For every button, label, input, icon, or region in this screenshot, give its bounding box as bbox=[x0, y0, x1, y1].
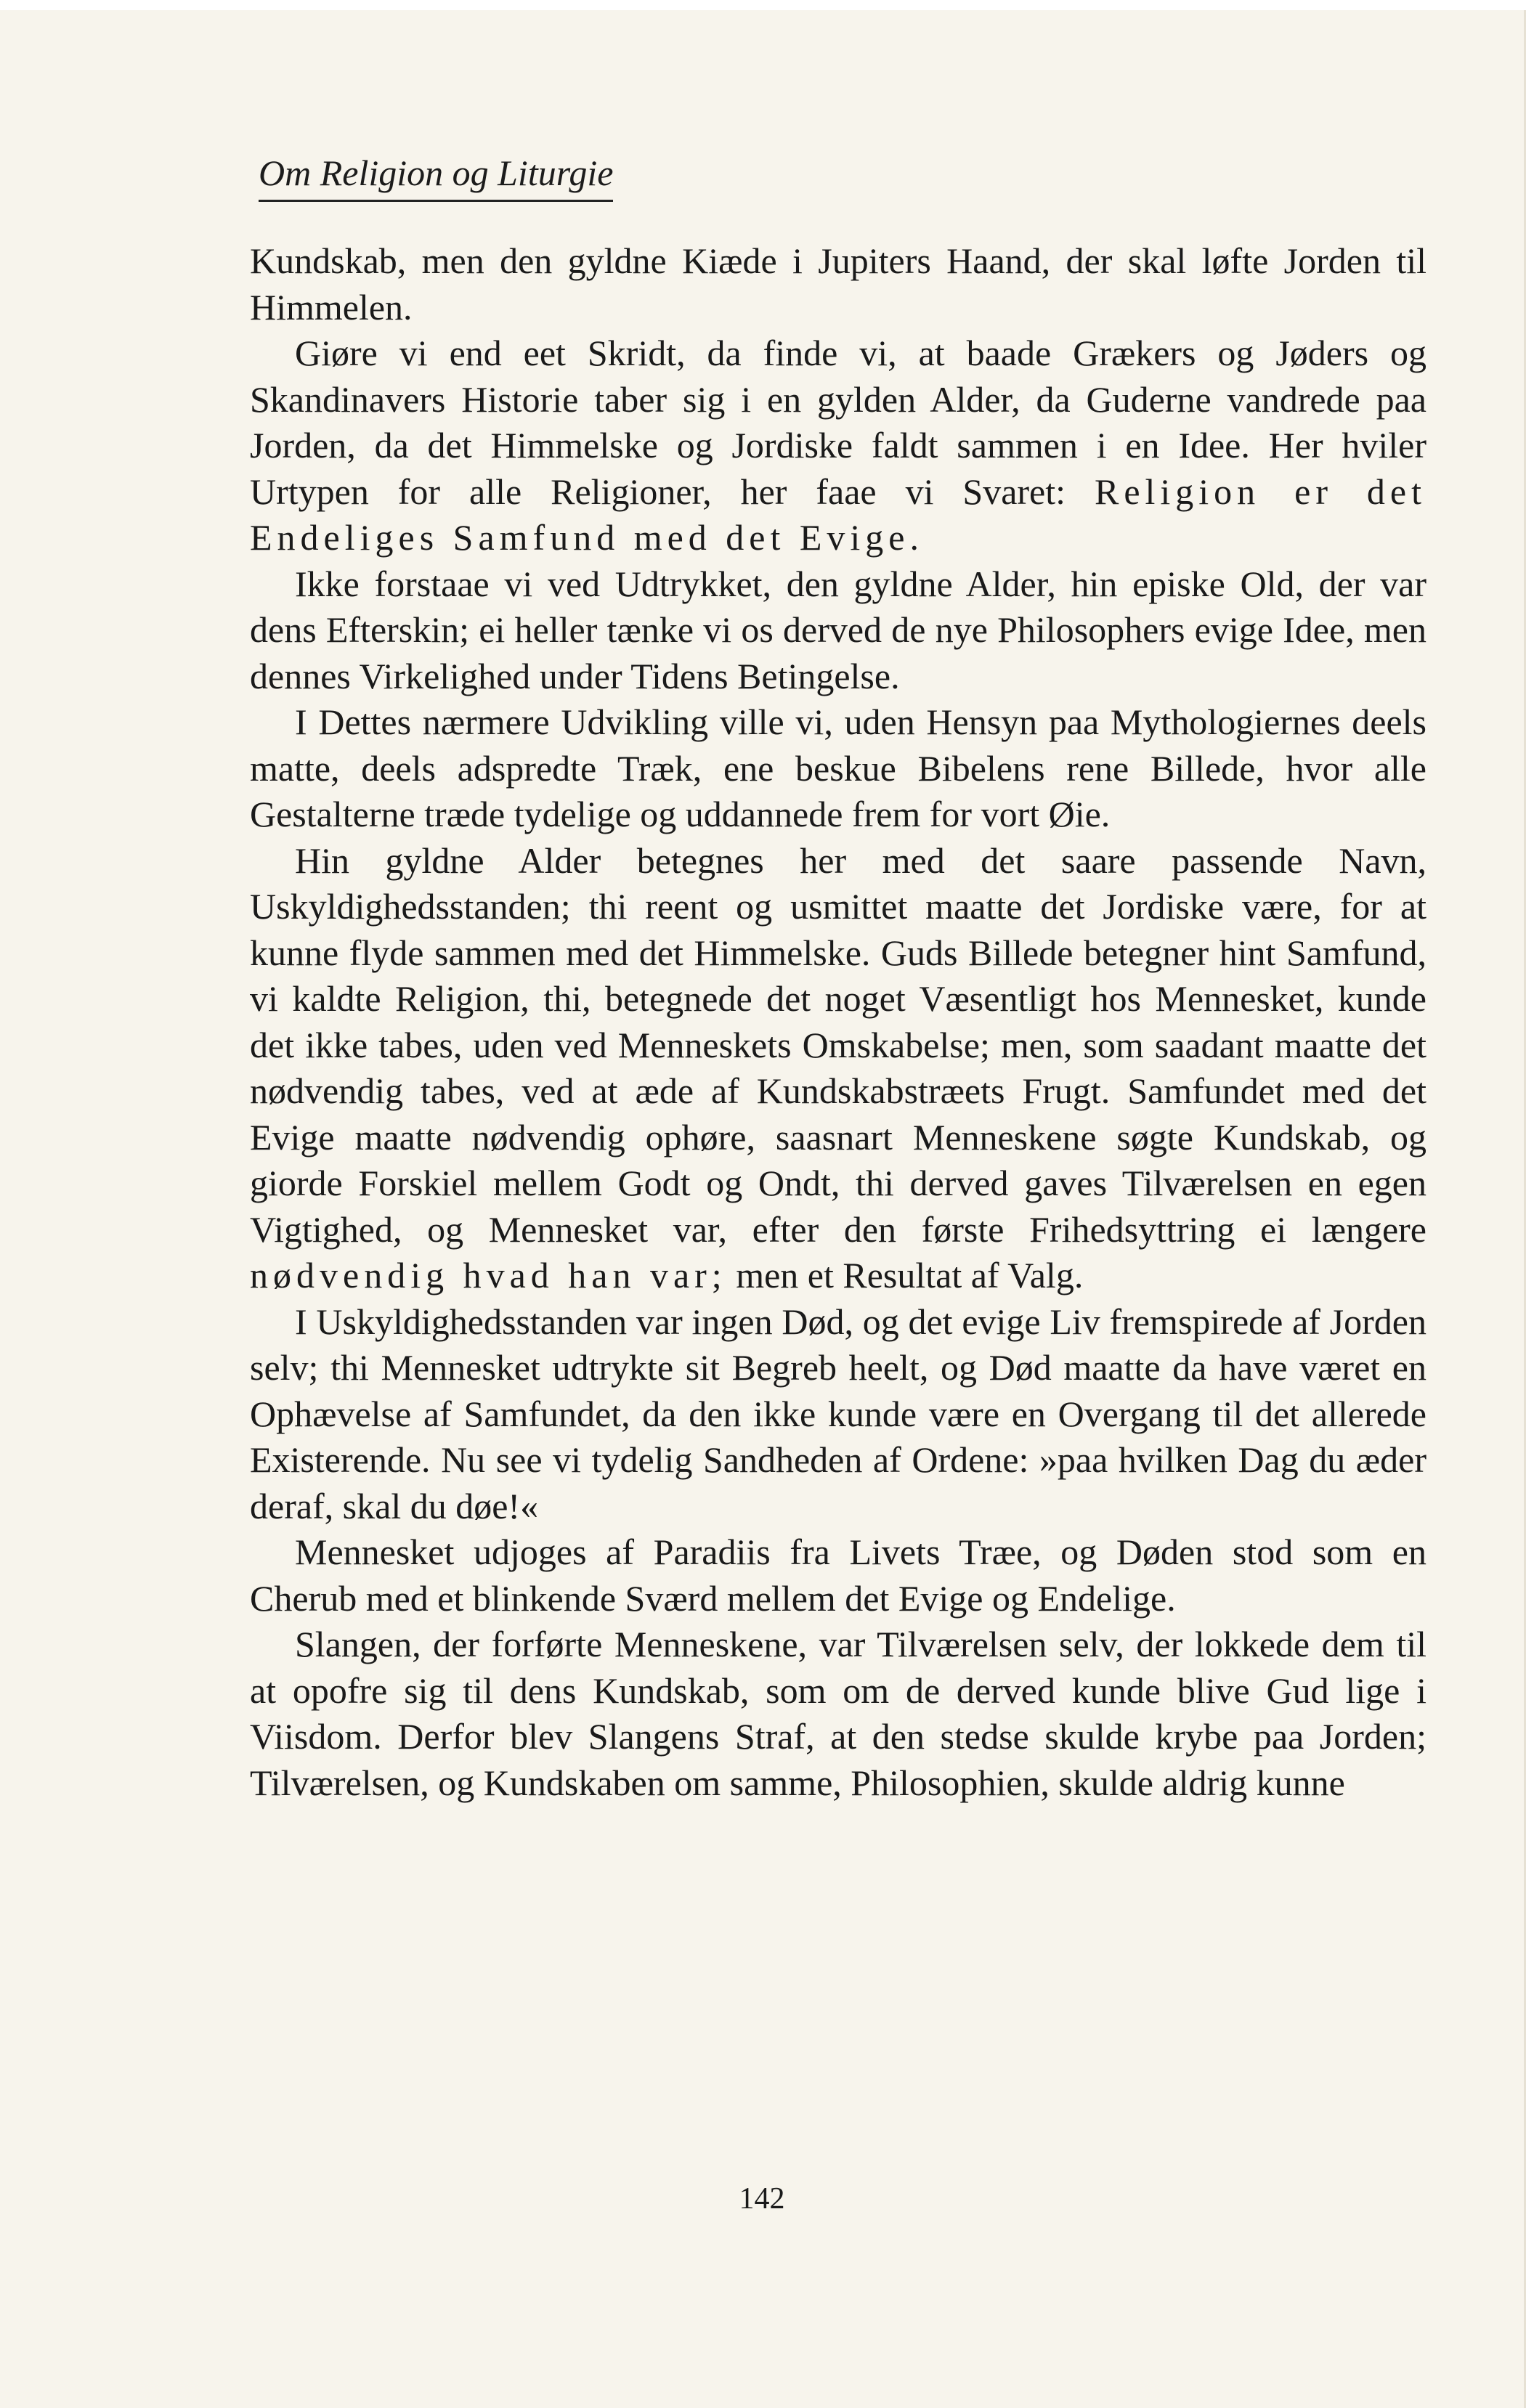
page-number: 142 bbox=[739, 2182, 785, 2216]
paragraph-7: Mennesket udjoges af Paradiis fra Livets Træe, og Døden stod som en Cherub med et blinkende Sværd mellem det Evige og Endelige. bbox=[250, 1532, 1427, 1619]
running-header: Om Religion og Liturgie bbox=[259, 152, 613, 202]
book-page bbox=[0, 10, 1526, 2408]
paragraph-6: I Uskyldighedsstanden var ingen Død, og det evige Liv fremspirede af Jorden selv; thi Mennesket udtrykte sit Begreb heelt, og Død maatte da have været en Ophævelse af Samfundet, da den ikke kunde være en Overgang til det allerede Existerende. Nu see vi tydelig Sandheden af Ordene: »paa hvilken Dag du æder deraf, skal du døe!« bbox=[250, 1301, 1427, 1526]
paragraph-1: Kundskab, men den gyldne Kiæde i Jupiters Haand, der skal løfte Jorden til Himmelen. bbox=[250, 240, 1427, 328]
paragraph-4: I Dettes nærmere Udvikling ville vi, uden Hensyn paa Mythologiernes deels matte, deels adspredte Træk, ene beskue Bibelens rene Billede, hvor alle Gestalterne træde tydelige og uddannede frem for vort Øie. bbox=[250, 701, 1427, 834]
paragraph-2: Giøre vi end eet Skridt, da finde vi, at baade Grækers og Jøders og Skandinavers Historie taber sig i en gylden Alder, da Guderne vandrede paa Jorden, da det Himmelske og Jordiske faldt sammen i en Idee. Her hviler Urtypen for alle Religioner, her faae vi Svaret: Religion er det Endeliges Samfund med det Evige. bbox=[250, 333, 1427, 558]
body-text bbox=[250, 238, 1427, 1806]
paragraph-8: Slangen, der forførte Menneskene, var Tilværelsen selv, der lokkede dem til at opofre sig til dens Kundskab, som om de derved kunde blive Gud lige i Viisdom. Derfor blev Slangens Straf, at den stedse skulde krybe paa Jorden; Tilværelsen, og Kundskaben om samme, Philosophien, skulde aldrig kunne bbox=[250, 1624, 1427, 1803]
paragraph-3: Ikke forstaae vi ved Udtrykket, den gyldne Alder, hin episke Old, der var dens Efterskin; ei heller tænke vi os derved de nye Philosophers evige Idee, men dennes Virkelighed under Tidens Betingelse. bbox=[250, 563, 1427, 696]
spaced-emphasis: nødvendig hvad han var; bbox=[250, 1255, 727, 1295]
paragraph-5: Hin gyldne Alder betegnes her med det saare passende Navn, Uskyldighedsstanden; thi reent og usmittet maatte det Jordiske være, for at kunne flyde sammen med det Himmelske. Guds Billede betegner hint Samfund, vi kaldte Religion, thi, betegnede det noget Væsentligt hos Mennesket, kunde det ikke tabes, uden ved Menneskets Omskabelse; men, som saadant maatte det nødvendig tabes, ved at æde af Kundskabstræets Frugt. Samfundet med det Evige maatte nødvendig ophøre, saasnart Menneskene søgte Kundskab, og giorde Forskiel mellem Godt og Ondt, thi derved gaves Tilværelsen en egen Vigtighed, og Mennesket var, efter den første Frihedsyttring ei længere nødvendig hvad han var; men et Resultat af Valg. bbox=[250, 839, 1427, 1295]
spaced-emphasis: Religion er det Endeliges Samfund med det Evige. bbox=[250, 471, 1427, 558]
